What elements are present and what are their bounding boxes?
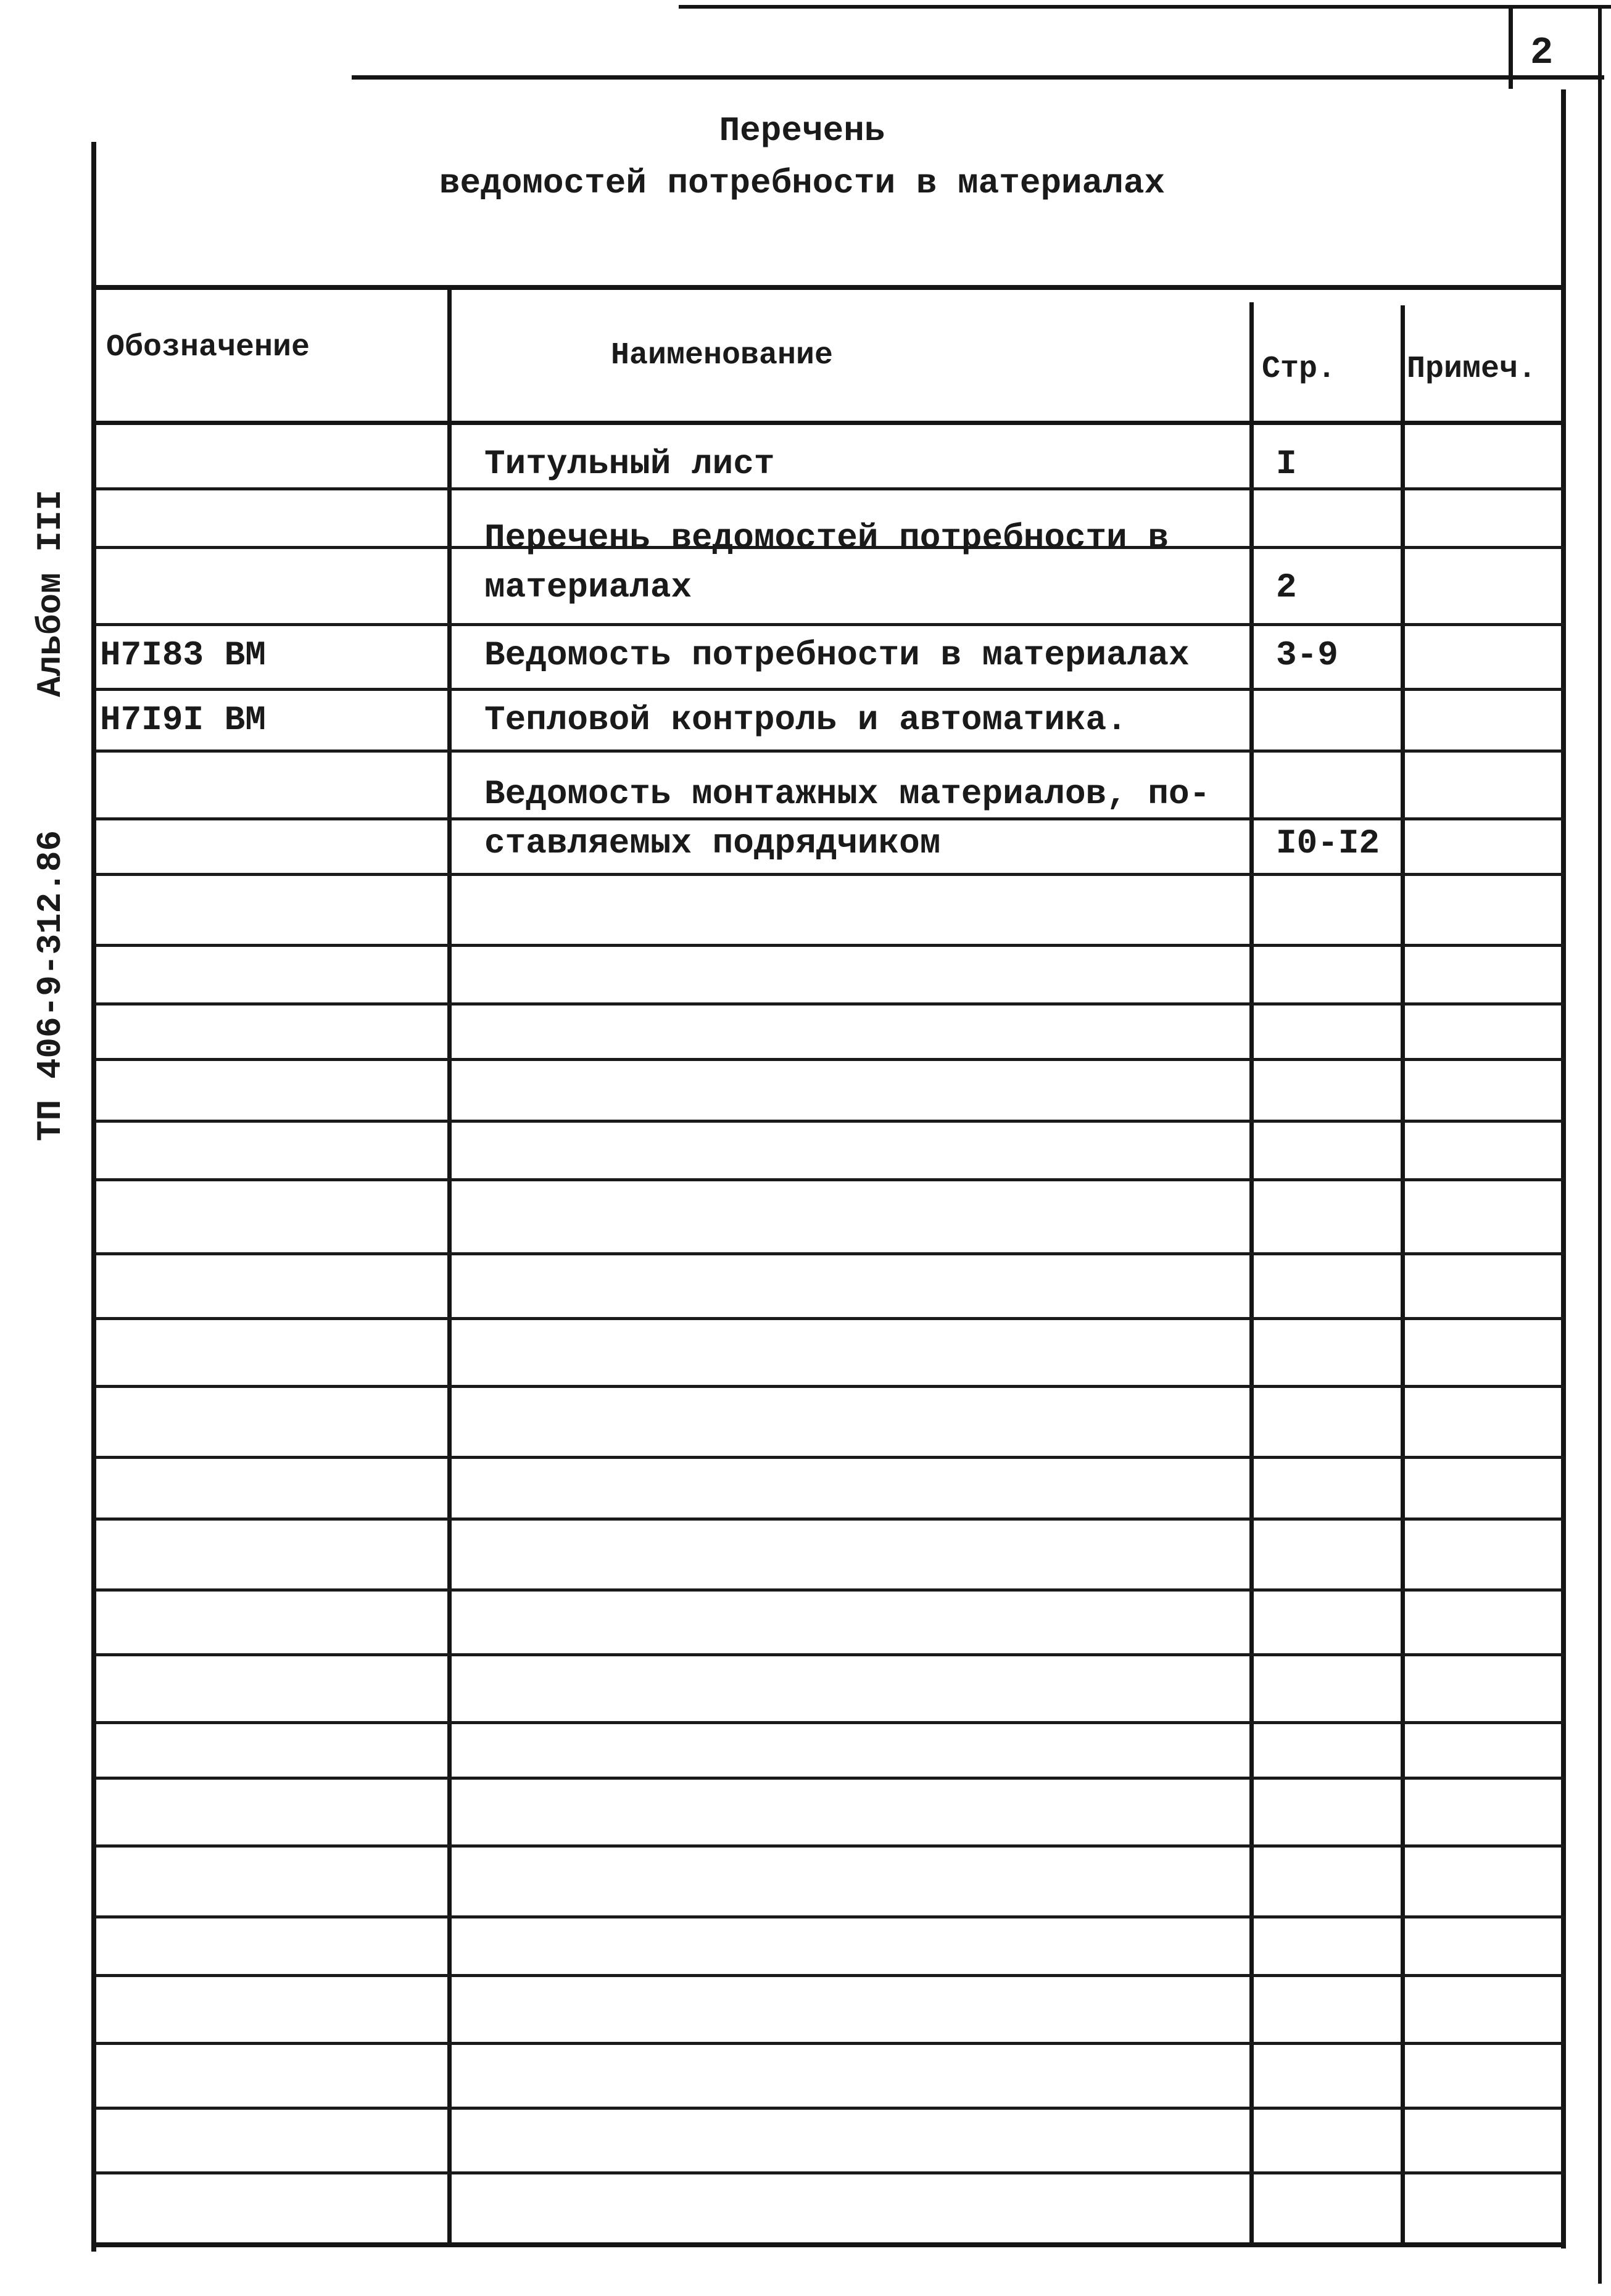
album-label: Альбом III — [31, 489, 70, 697]
cell-name: Ведомость монтажных материалов, по- — [484, 774, 1211, 814]
row-line — [96, 1385, 1564, 1388]
row-line — [96, 873, 1564, 876]
row-line — [96, 1120, 1564, 1123]
row-line — [96, 688, 1564, 691]
row-line — [96, 1252, 1564, 1255]
cell-name: Перечень ведомостей потребности в — [484, 518, 1169, 558]
page-number: 2 — [1530, 31, 1554, 75]
row-line — [96, 1974, 1564, 1977]
cell-name: Тепловой контроль и автоматика. — [484, 700, 1127, 740]
row-line — [96, 1777, 1564, 1780]
header-page: Стр. — [1262, 352, 1336, 387]
cell-name: Ведомость потребности в материалах — [484, 635, 1190, 675]
header-name: Наименование — [611, 338, 834, 373]
cell-designation: Н7I9I ВМ — [100, 700, 266, 740]
cell-page: I0-I2 — [1276, 824, 1380, 863]
row-line — [96, 1178, 1564, 1181]
title-block-top — [352, 75, 1604, 80]
cell-name: Титульный лист — [484, 444, 775, 484]
row-line — [96, 817, 1564, 820]
row-line — [96, 1915, 1564, 1918]
cell-page: 3-9 — [1276, 635, 1338, 675]
table-bottom-line — [96, 2242, 1564, 2247]
row-line — [96, 623, 1564, 626]
row-line — [96, 2171, 1564, 2174]
frame-right — [1561, 89, 1566, 2249]
row-line — [96, 2107, 1564, 2110]
title-block-bottom — [91, 285, 1566, 290]
row-line — [96, 1721, 1564, 1724]
header-designation: Обозначение — [106, 330, 310, 365]
col-sep-3 — [1401, 305, 1405, 2245]
page-title-line1: Перечень — [719, 111, 885, 151]
cell-name: материалах — [484, 568, 692, 607]
cell-page: 2 — [1276, 568, 1297, 607]
row-line — [96, 1456, 1564, 1459]
header-bottom-line — [96, 421, 1564, 425]
row-line — [96, 1058, 1564, 1061]
cell-name: ставляемых подрядчиком — [484, 824, 941, 863]
row-line — [96, 1317, 1564, 1320]
col-sep-2 — [1249, 302, 1254, 2245]
cell-designation: Н7I83 ВМ — [100, 635, 266, 675]
row-line — [96, 1002, 1564, 1006]
page-title-line2: ведомостей потребности в материалах — [439, 163, 1166, 203]
row-line — [96, 2042, 1564, 2045]
row-line — [96, 1844, 1564, 1848]
cell-page: I — [1276, 444, 1297, 484]
right-border-outer — [1598, 7, 1602, 2284]
header-note: Примеч. — [1407, 352, 1537, 387]
frame-left — [91, 142, 96, 2252]
col-sep-1 — [447, 287, 452, 2245]
top-border — [679, 5, 1611, 9]
row-line — [96, 487, 1564, 490]
row-line — [96, 944, 1564, 947]
row-line — [96, 1653, 1564, 1656]
project-code-label: ТП 406-9-312.86 — [31, 830, 70, 1141]
row-line — [96, 1518, 1564, 1521]
row-line — [96, 750, 1564, 753]
row-line — [96, 1588, 1564, 1592]
